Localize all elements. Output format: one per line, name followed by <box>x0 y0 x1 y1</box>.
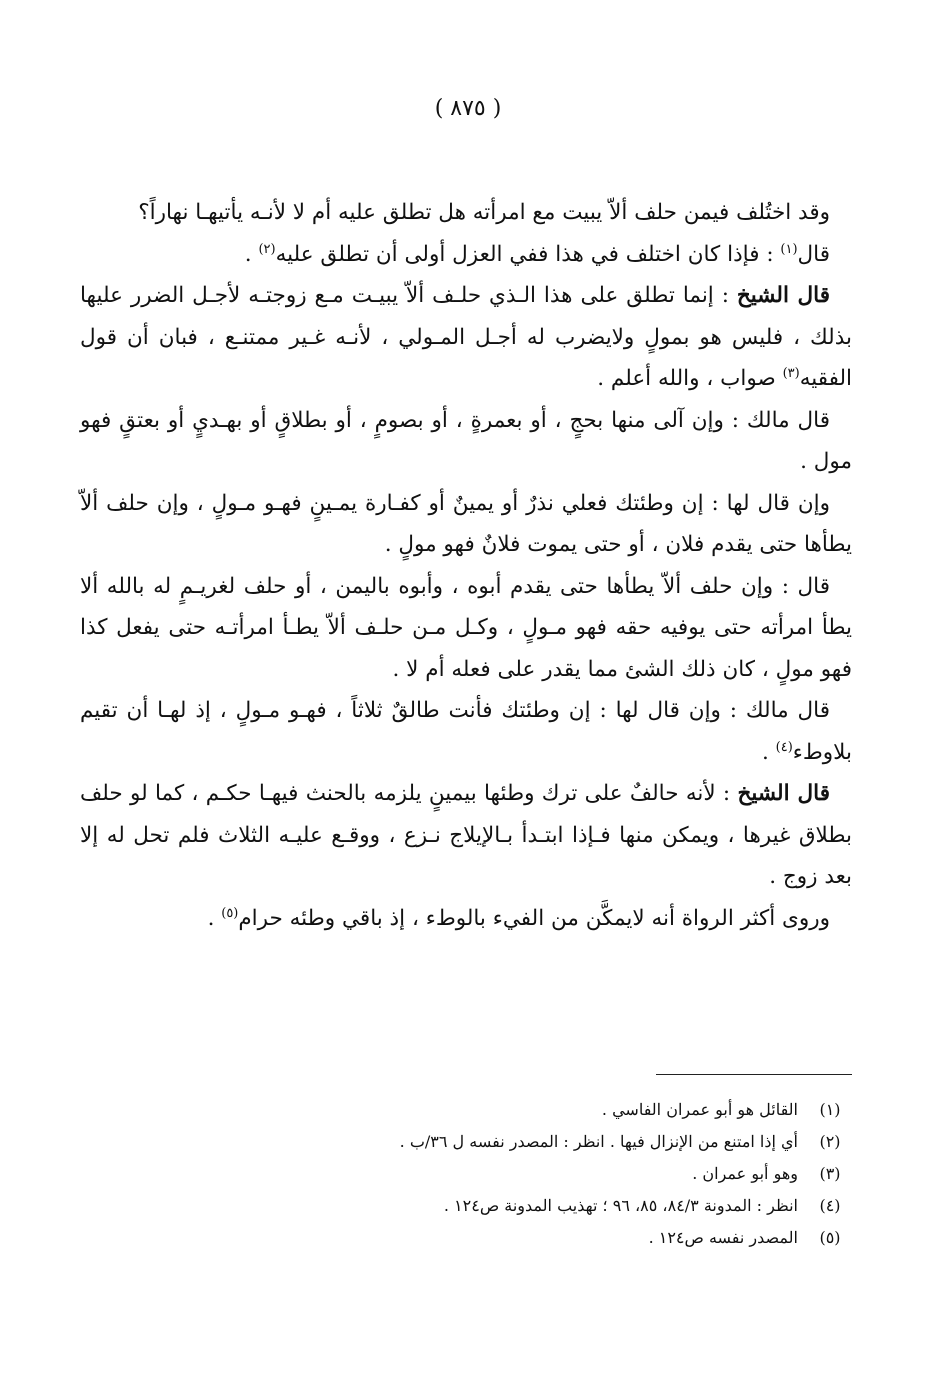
paragraph <box>80 566 852 691</box>
paragraph-text: : فإذا كان اختلف في هذا ففي العزل أولى أن تطلق عليه <box>275 241 781 267</box>
footnote-text: المصدر نفسه ص١٢٤ . <box>648 1228 798 1247</box>
footnote-item <box>80 1126 852 1158</box>
footnote-marker: (٣) <box>782 365 800 381</box>
footnote-number: (٢) <box>819 1132 841 1151</box>
footnote-text: القائل هو أبو عمران الفاسي . <box>601 1100 798 1119</box>
paragraph-text: . <box>207 905 222 931</box>
paragraph <box>80 898 852 940</box>
paragraph <box>80 400 852 483</box>
footnote-marker: (٤) <box>775 739 793 755</box>
paragraph-text: صواب ، والله أعلم . <box>597 366 783 391</box>
footnote-item <box>80 1094 852 1126</box>
footnote-text: انظر : المدونة ٨٤/٣، ٨٥، ٩٦ ؛ تهذيب المدونة ص١٢٤ . <box>443 1196 798 1215</box>
paragraph-text: وإن قال لها : إن وطئتك فعلي نذرٌ أو يمينٌ أو كفـارة يمـينٍ فهـو مـولٍ ، وإن حلف ألاّ يطأها حتى يقدم فلان ، أو حتى يموت فلانٌ فهو مولٍ . <box>80 490 852 557</box>
paragraph <box>80 690 852 773</box>
footnote-marker: (٥) <box>221 905 239 921</box>
paragraph-text: وروى أكثر الرواة أنه لايمكَّن من الفيء بالوطء ، إذ باقي وطئه حرام <box>238 905 830 931</box>
paragraph-text: قال مالك : وإن آلى منها بحجٍ ، أو بعمرةٍ ، أو بصومٍ ، أو بطلاقٍ أو بهـديٍ أو بعتقٍ فهو مول . <box>80 407 852 474</box>
footnote-marker: (١) <box>780 241 798 257</box>
footnote-number: (٤) <box>819 1196 841 1215</box>
footnotes-section <box>80 1094 852 1254</box>
paragraph <box>80 275 852 400</box>
paragraph-text: قال <box>797 241 830 267</box>
paragraph-text: قال : وإن حلف ألاّ يطأها حتى يقدم أبوه ، وأبوه باليمن ، أو حلف لغريـمٍ له بالله ألا يطأ امرأته حتى يوفيه حقه فهو مـولٍ ، وكـل مـن حلـف ألاّ يطـأ امرأتـه حتى يفعل كذا فهو مولٍ ، كان ذلك الشئ مما يقدر على فعله أم لا . <box>80 573 852 682</box>
footnote-item <box>80 1158 852 1190</box>
page-number: ( ٨٧٥ ) <box>434 96 502 121</box>
paragraph-text: . <box>244 241 259 267</box>
footnote-number: (٣) <box>819 1164 841 1183</box>
paragraph <box>80 773 852 898</box>
footnote-text: وهو أبو عمران . <box>692 1164 798 1183</box>
paragraph-text: : لأنه حالفٌ على ترك وطئها بيمينٍ يلزمه بالحنث فيهـا حكـم ، كما لو حلف بطلاق غيرها ، ويمكن منها فـإذا ابتـدأ بـالإيلاج نـزع ، ووقـع عليـه الثلاث فلم تحل له إلا بعد زوج . <box>80 781 852 889</box>
footnote-item <box>80 1190 852 1222</box>
paragraph-text: قال مالك : وإن قال لها : إن وطئتك فأنت طالقٌ ثلاثاً ، فهـو مـولٍ ، إذ لهـا أن تقيم بلاوطء <box>80 698 852 765</box>
paragraph-text: : إنما تطلق على هذا الـذي حلـف ألاّ يبيـت مـع زوجتـه لأجـل الضرر عليها بذلك ، فليس هو بمولٍ ولايضرب له أجـل المـولي ، لأنـه غـير ممتنـع ، فبان أن قول الفقيه <box>80 283 852 391</box>
paragraph-text: وقد اختُلف فيمن حلف ألاّ يبيت مع امرأته هل تطلق عليه أم لا لأنـه يأتيهـا نهاراً؟ <box>138 200 830 225</box>
speaker-label: قال الشيخ <box>736 283 830 308</box>
paragraph <box>80 192 852 234</box>
main-text-body <box>80 192 852 939</box>
paragraph <box>80 483 852 566</box>
footnote-number: (٥) <box>819 1228 841 1247</box>
paragraph-text: . <box>761 739 776 765</box>
paragraph <box>80 234 852 276</box>
speaker-label: قال الشيخ <box>737 781 830 806</box>
footnote-number: (١) <box>819 1100 841 1119</box>
footnote-text: أي إذا امتنع من الإنزال فيها . انظر : المصدر نفسه ل ٣٦/ب . <box>399 1132 798 1151</box>
footnote-marker: (٢) <box>258 241 276 257</box>
footnote-divider <box>656 1074 852 1075</box>
footnote-item <box>80 1222 852 1254</box>
